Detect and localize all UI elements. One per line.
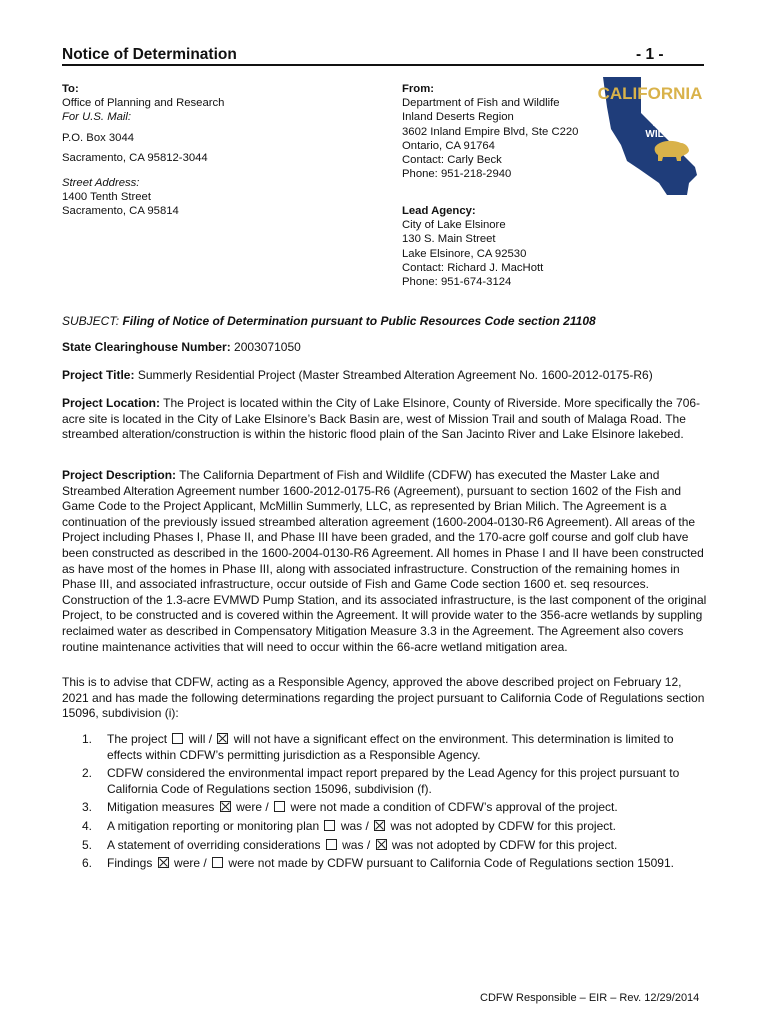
checkbox-was[interactable] [324, 820, 335, 831]
item-number: 6. [82, 856, 93, 871]
item-number: 2. [82, 766, 93, 781]
item-text: was not adopted by CDFW for this project. [391, 837, 618, 852]
list-item [62, 800, 707, 816]
item-text: will / [188, 732, 213, 746]
list-item [62, 819, 707, 835]
checkbox-were[interactable] [220, 801, 231, 812]
checkbox-were[interactable] [158, 857, 169, 868]
logo-dept-line: DEPARTMENT OF [643, 111, 695, 117]
from-label: From: [402, 83, 435, 95]
to-block [62, 82, 224, 219]
item-text: Findings [107, 856, 153, 871]
clearinghouse-line [62, 340, 707, 356]
project-location-label: Project Location: [62, 396, 161, 410]
item-text: CDFW considered the environmental impact report prepared by the Lead Agency for this project pursuant to California Code of Regulations section 15096, subdivision (f). [107, 766, 680, 796]
from-line: Department of Fish and Wildlife [402, 97, 560, 110]
checkbox-will[interactable] [172, 733, 183, 744]
to-street-label: Street Address: [62, 177, 140, 190]
lead-agency-line: Lake Elsinore, CA 92530 [402, 247, 527, 260]
clearinghouse-value: 2003071050 [234, 340, 301, 354]
checkbox-were-not[interactable] [274, 801, 285, 812]
clearinghouse-label: State Clearinghouse Number: [62, 340, 231, 354]
list-item [62, 838, 707, 854]
project-description-label: Project Description: [62, 468, 177, 482]
lead-agency-block [402, 204, 543, 289]
item-text: was / [342, 837, 371, 852]
footer-revision: CDFW Responsible – EIR – Rev. 12/29/2014 [480, 992, 700, 1004]
lead-agency-label: Lead Agency: [402, 205, 476, 217]
list-item [62, 766, 707, 797]
to-street: 1400 Tenth Street [62, 191, 151, 204]
determinations-list [62, 732, 707, 875]
from-line: Contact: Carly Beck [402, 154, 502, 167]
to-street-city: Sacramento, CA 95814 [62, 205, 179, 218]
item-text: were / [236, 800, 269, 815]
checkbox-was[interactable] [326, 839, 337, 850]
project-title-label: Project Title: [62, 368, 135, 382]
subject-text: Filing of Notice of Determination pursuant to Public Resources Code section 21108 [122, 314, 596, 328]
from-line: Inland Deserts Region [402, 111, 514, 124]
logo-dept-line: WILDLIFE [645, 129, 693, 140]
item-number: 4. [82, 818, 93, 833]
to-office: Office of Planning and Research [62, 97, 225, 110]
checkbox-was-not[interactable] [374, 820, 385, 831]
item-text: were not made a condition of CDFW’s approval of the project. [290, 800, 618, 815]
to-mail-label: For U.S. Mail: [62, 111, 132, 124]
from-line: Phone: 951-218-2940 [402, 168, 512, 181]
lead-agency-line: 130 S. Main Street [402, 233, 496, 246]
list-item [62, 856, 707, 872]
subject-line [62, 314, 596, 328]
from-block [402, 82, 578, 181]
checkbox-will-not[interactable] [217, 733, 228, 744]
advise-paragraph: This is to advise that CDFW, acting as a Responsible Agency, approved the above described project on February 12, 2021 and has made the following determinations regarding the project pursuant to California Code of Regulations section 15096, subdivision (i): [62, 675, 705, 721]
subject-label: SUBJECT: [62, 314, 120, 328]
item-text: A statement of overriding considerations [107, 837, 321, 852]
item-text: Mitigation measures [107, 800, 215, 815]
logo-word: CALIFORNIA [597, 84, 703, 103]
page-number: - 1 - [636, 46, 664, 63]
lead-agency-line: Contact: Richard J. MacHott [402, 261, 544, 274]
project-title-line [62, 368, 707, 384]
item-text: The project [107, 732, 168, 746]
to-label: To: [62, 83, 79, 95]
project-location [62, 396, 707, 443]
item-text: were not made by CDFW pursuant to California Code of Regulations section 15091. [228, 856, 674, 871]
project-description [62, 468, 707, 655]
item-number: 3. [82, 800, 93, 815]
project-title-value: Summerly Residential Project (Master Streambed Alteration Agreement No. 1600-2012-0175-R6) [137, 368, 653, 382]
lead-agency-line: City of Lake Elsinore [402, 219, 506, 232]
project-description-text: The California Department of Fish and Wildlife (CDFW) has executed the Master Lake and Streambed Alteration Agreement number 1600-2012-0175-R6 (Agreement), pursuant to section 1602 of the Fish and Game Code to the Project Applicant, McMillin Summerly, LLC, as represented by Brian Milich. The Agreement is a continuation of the previously issued streambed alteration agreement (1600-2004-0130-R6 Agreement). All areas of the Project including Phases I, Phase II, and Phase III have been graded, and the 170-acre golf course and golf club have been constructed as described in the 1600-2004-0130-R6 Agreement. All homes in Phase I and II have been constructed as have most of the homes in Phase III, along with associated infrastructure. Construction of the remaining homes in Phase III, and associated infrastructure, occur outside of Fish and Game Code section 1600 et. seq resources. Construction of the 1.3-acre EVMWD Pump Station, and its associated infrastructure, is the last component of the original Project, to be constructed and is covered within the Agreement. It will provide water to the 356-acre wetlands by suppling reclaimed water as described in Compensatory Mitigation Measure 3.3 in the Agreement. The Agreement also covers routine maintenance activities that will need to occur within the 66-acre wetland mitigation area. [62, 468, 707, 654]
item-text: will not have a significant effect on the environment. This determination is limited to effects within CDFW’s permitting jurisdiction as a Responsible Agency. [107, 732, 674, 762]
item-text: was / [340, 818, 369, 833]
checkbox-were-not[interactable] [212, 857, 223, 868]
project-location-text: The Project is located within the City of Lake Elsinore, County of Riverside. More specifically the 706-acre site is located in the City of Lake Elsinore’s Back Basin are, west of Mission Trail and south of Malaga Road. The streambed alteration/construction is within the historic flood plain of the San Jacinto River and Lake Elsinore lakebed. [62, 396, 701, 442]
item-number: 5. [82, 837, 93, 852]
to-po-box: P.O. Box 3044 [62, 131, 135, 144]
item-number: 1. [82, 732, 93, 746]
cdfw-logo [597, 71, 705, 199]
item-text: was not adopted by CDFW for this project. [390, 818, 616, 833]
logo-dept-line: FISH & [652, 118, 686, 129]
to-city: Sacramento, CA 95812-3044 [62, 151, 208, 164]
from-line: Ontario, CA 91764 [402, 139, 495, 152]
lead-agency-line: Phone: 951-674-3124 [402, 276, 512, 289]
item-text: A mitigation reporting or monitoring plan [107, 818, 320, 833]
checkbox-was-not[interactable] [376, 839, 387, 850]
from-line: 3602 Inland Empire Blvd, Ste C220 [402, 125, 579, 138]
list-item [62, 732, 707, 763]
item-text: were / [174, 856, 207, 871]
california-state-icon [597, 71, 705, 199]
header-rule [62, 64, 704, 66]
page-title: Notice of Determination [62, 46, 237, 63]
